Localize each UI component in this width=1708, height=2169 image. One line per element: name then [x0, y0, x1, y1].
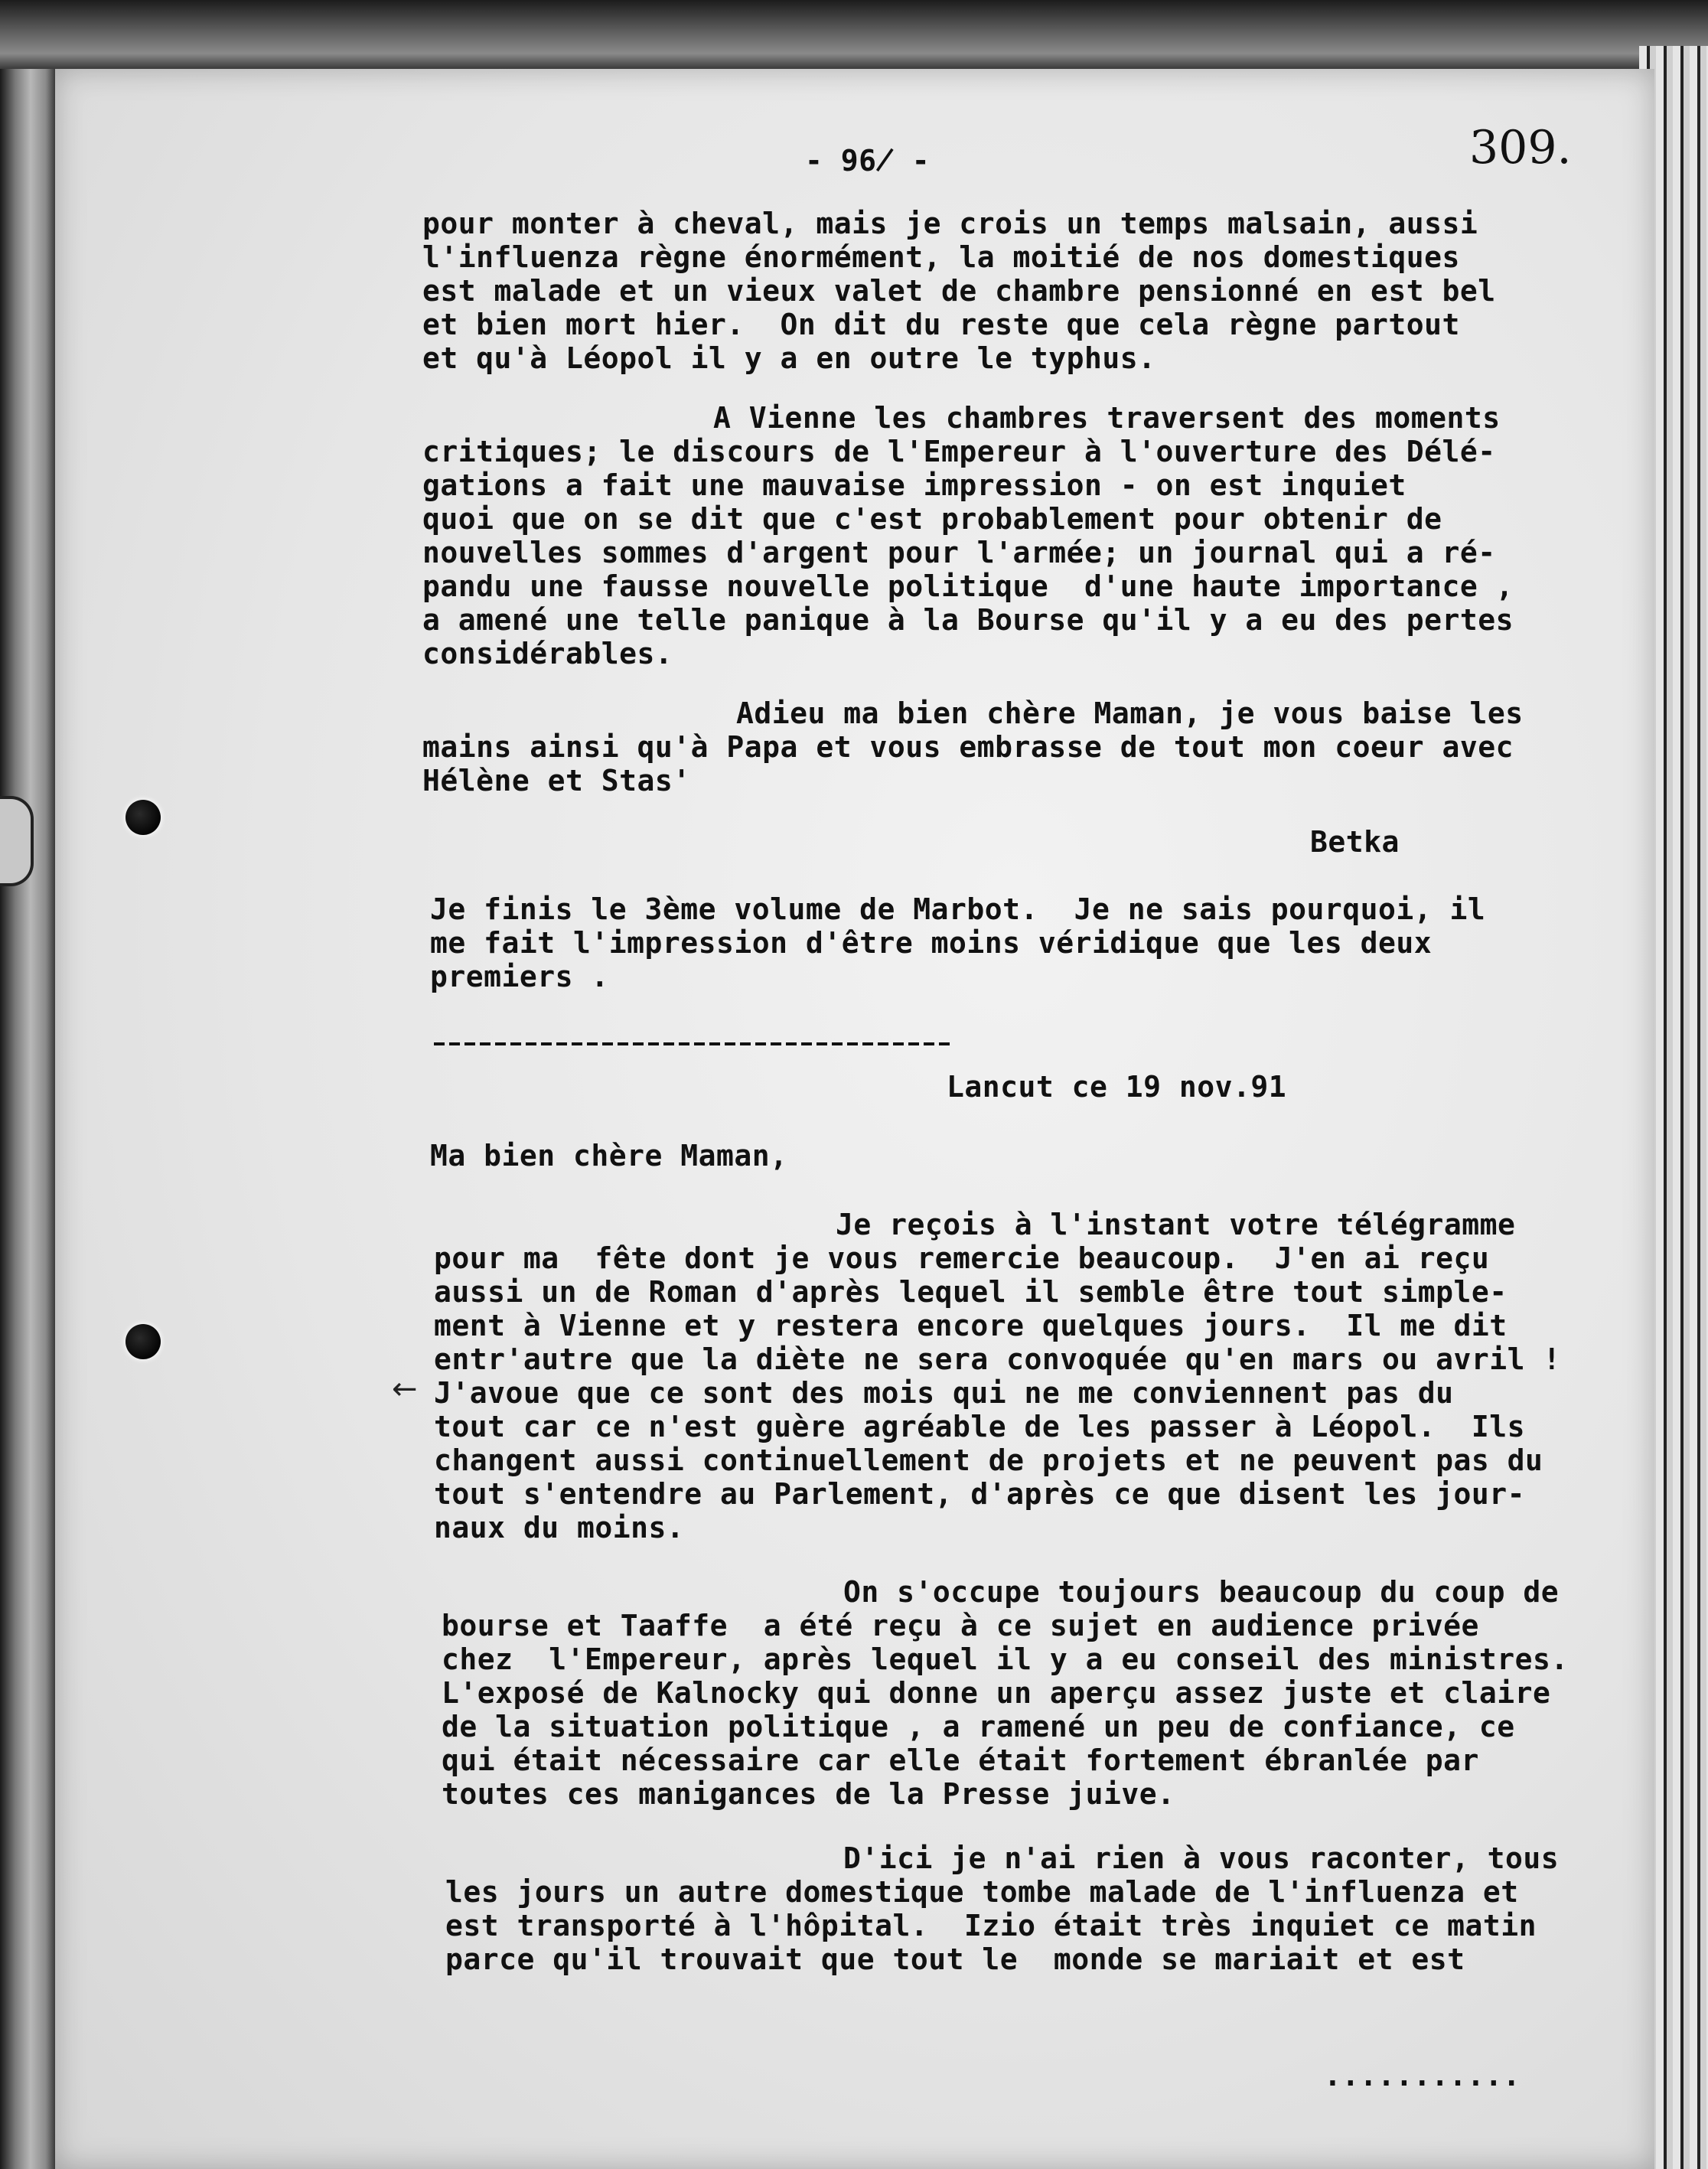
text-line: bourse et Taaffe a été reçu à ce sujet en audience privée [442, 1609, 1479, 1642]
text-line: qui était nécessaire car elle était fortement ébranlée par [442, 1743, 1479, 1777]
page-header-number: - 96̸ - [805, 144, 931, 178]
scan-top-border [0, 0, 1708, 69]
text-line: chez l'Empereur, après lequel il y a eu conseil des ministres. [442, 1642, 1569, 1676]
salutation: Ma bien chère Maman, [430, 1139, 788, 1173]
margin-arrow-mark: ← [392, 1372, 418, 1407]
binder-tab [0, 796, 34, 886]
signature: Betka [1310, 825, 1400, 859]
text-line: quoi que on se dit que c'est probablement pour obtenir de [422, 502, 1442, 536]
text-line: pandu une fausse nouvelle politique d'une haute importance , [422, 569, 1514, 603]
separator-rule [434, 1042, 954, 1045]
dateline: Lancut ce 19 nov.91 [947, 1070, 1287, 1104]
text-line: premiers . [430, 960, 609, 993]
text-line: Hélène et Stas' [422, 764, 691, 797]
text-line: Je reçois à l'instant votre télégramme [836, 1208, 1516, 1241]
text-line: nouvelles sommes d'argent pour l'armée; un journal qui a ré- [422, 536, 1496, 569]
text-line: Adieu ma bien chère Maman, je vous baise les [736, 696, 1524, 730]
folio-number: 309. [1469, 121, 1572, 174]
text-line: considérables. [422, 637, 673, 670]
binder-edge [0, 69, 55, 2169]
text-line: a amené une telle panique à la Bourse qu'il y a eu des pertes [422, 603, 1514, 637]
punch-hole-bottom [125, 1324, 161, 1359]
text-line: est transporté à l'hôpital. Izio était très inquiet ce matin [445, 1909, 1537, 1942]
text-line: l'influenza règne énormément, la moitié de nos domestiques [422, 240, 1460, 274]
text-line: tout car ce n'est guère agréable de les passer à Léopol. Ils [434, 1410, 1526, 1443]
text-line: est malade et un vieux valet de chambre pensionné en est bel [422, 274, 1496, 308]
text-line: entr'autre que la diète ne sera convoquée qu'en mars ou avril ! [434, 1342, 1561, 1376]
text-line: ment à Vienne et y restera encore quelques jours. Il me dit [434, 1309, 1508, 1342]
text-line: et qu'à Léopol il y a en outre le typhus. [422, 341, 1156, 375]
text-line: pour ma fête dont je vous remercie beaucoup. J'en ai reçu [434, 1241, 1490, 1275]
text-line: changent aussi continuellement de projets et ne peuvent pas du [434, 1443, 1543, 1477]
text-line: les jours un autre domestique tombe malade de l'influenza et [445, 1875, 1519, 1909]
text-line: gations a fait une mauvaise impression - on est inquiet [422, 468, 1406, 502]
text-line: On s'occupe toujours beaucoup du coup de [843, 1575, 1560, 1609]
text-line: critiques; le discours de l'Empereur à l'ouverture des Délé- [422, 435, 1496, 468]
punch-hole-top [125, 800, 161, 835]
continuation-dots: ........... [1324, 2059, 1521, 2092]
text-line: J'avoue que ce sont des mois qui ne me conviennent pas du [434, 1376, 1454, 1410]
text-line: de la situation politique , a ramené un peu de confiance, ce [442, 1710, 1515, 1743]
text-line: A Vienne les chambres traversent des moments [713, 401, 1501, 435]
text-line: aussi un de Roman d'après lequel il semble être tout simple- [434, 1275, 1508, 1309]
document-page [55, 69, 1654, 2169]
text-line: L'exposé de Kalnocky qui donne un aperçu assez juste et claire [442, 1676, 1551, 1710]
text-line: toutes ces manigances de la Presse juive. [442, 1777, 1175, 1811]
text-line: me fait l'impression d'être moins véridique que les deux [430, 926, 1433, 960]
text-line: pour monter à cheval, mais je crois un temps malsain, aussi [422, 207, 1478, 240]
text-line: Je finis le 3ème volume de Marbot. Je ne sais pourquoi, il [430, 892, 1486, 926]
text-line: mains ainsi qu'à Papa et vous embrasse de tout mon coeur avec [422, 730, 1514, 764]
text-line: D'ici je n'ai rien à vous raconter, tous [843, 1841, 1560, 1875]
text-line: et bien mort hier. On dit du reste que cela règne partout [422, 308, 1460, 341]
text-line: tout s'entendre au Parlement, d'après ce que disent les jour- [434, 1477, 1526, 1511]
text-line: naux du moins. [434, 1511, 685, 1544]
text-line: parce qu'il trouvait que tout le monde se mariait et est [445, 1942, 1465, 1976]
